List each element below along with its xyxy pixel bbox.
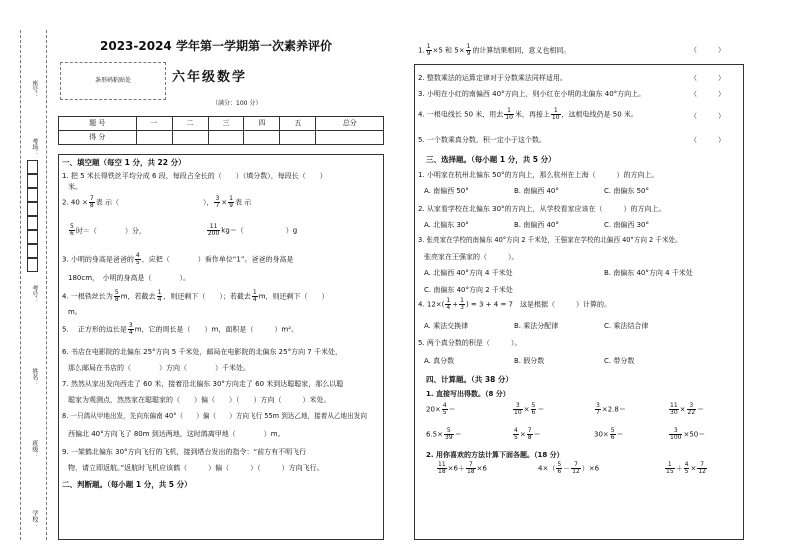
fraction: $\frac{4}{5}$ [514,427,518,441]
fraction: $\frac{3}{100}$ [670,427,682,441]
choice-4-opt-a[interactable]: A. 乘法交换律 [424,322,469,330]
grade-title: 六年级数学 [172,70,248,85]
barcode-label: 条形码粘贴处 [94,76,131,84]
fraction: $\frac{5}{6}$ [557,461,562,475]
binding-school-label: 学校： [30,510,38,528]
section-4-sub-2: 2. 用你喜欢的方法计算下面各题。（18 分） [426,451,564,459]
fraction: $\frac{1}{10}$ [551,107,560,121]
fraction: $\frac{4}{5}$ [135,252,140,266]
fraction: $\frac{11}{200}$ [207,223,220,237]
q1-line1: 1. 把 5 米长得铁丝平均分成 6 段，每段占全长的（ ）（填分数），每段长（ ） [62,172,327,180]
fraction: $\frac{1}{4}$ [446,297,451,311]
calc-r1-c1: 20× $\frac{4}{5}$ ＝ [426,402,456,416]
binding-seat-label: 座号： [30,80,38,98]
fraction: $\frac{5}{6}$ [610,427,615,441]
judge-2-answer[interactable]: （ ） [690,74,725,82]
judge-1-answer[interactable]: （ ） [690,46,725,54]
choice-1-opt-b[interactable]: B. 南偏西 40° [514,187,559,195]
score-table-header-row [59,117,384,131]
score-cell: 二 [172,117,208,131]
fraction: $\frac{3}{4}$ [128,322,133,336]
fraction: $\frac{3}{7}$ [596,402,600,416]
q8-line1: 8. 一只鸽从甲地出发，先向东偏南 40°（ ）偏（ ）方向飞行 55m 到达乙地，接着从乙地出发向 [62,412,367,420]
q2-line2: $\frac{5}{6}$ 时＝（ ）分， $\frac{11}{200}$ kg＝（ ）g [70,223,298,237]
choice-5-opt-a[interactable]: A. 真分数 [424,357,455,365]
q7-line1: 7. 然然从家出发向西走了 60 米，接着沿北偏东 30°方向走了 60 米到达聪聪家，那么以聪 [62,380,344,388]
fraction: $\frac{1}{15}$ [666,461,674,475]
score-cell: 总分 [316,117,384,131]
seat-box[interactable] [27,216,38,230]
seat-box[interactable] [27,244,38,258]
expr-3: $\frac{1}{15}$ ＋ $\frac{4}{5}$ × $\frac{7}{12}$ [666,461,706,475]
choice-2: 2. 从家看学校在北偏东 30°的方向上，从学校看家应该在（ ）的方向上。 [418,205,666,213]
calc-r1-c2: $\frac{3}{10}$ × $\frac{5}{6}$ ＝ [514,402,545,416]
choice-4: 4. 12×( $\frac{1}{4}$ + $\frac{1}{3}$ ) = 3 + 4 = 7 这是根据（ ）计算的。 [418,297,611,311]
fraction: $\frac{5}{6}$ [531,402,536,416]
fraction: $\frac{1}{4}$ [157,289,162,303]
seat-box[interactable] [27,202,38,216]
choice-2-opt-c[interactable]: C. 南偏西 30° [604,221,649,229]
score-cell: 一 [136,117,172,131]
score-input[interactable] [316,131,384,145]
fraction: $\frac{11}{18}$ [438,461,446,475]
binding-name-label: 姓名： [30,368,38,386]
section-4-sub-1: 1. 直接写出得数。（8 分） [426,390,510,398]
calc-r2-c1: 6.5× $\frac{5}{39}$ ＝ [426,427,462,441]
calc-r2-c2: $\frac{4}{5}$ × $\frac{7}{8}$ ＝ [514,427,541,441]
fraction: $\frac{4}{5}$ [442,402,447,416]
seat-box[interactable] [27,188,38,202]
q8-line2: 西偏北 40°方向飞了 80m 到达两地，这时鸽离甲地（ ）m。 [68,430,285,438]
fraction: $\frac{3}{10}$ [514,402,522,416]
judge-1: 1. $\frac{1}{9}$ ×5 和 5× $\frac{1}{9}$ 的计算结果相同，意义也相同。 [418,43,571,57]
q2-line1: 2. 40 × $\frac{7}{8}$ 表 示（ ）， $\frac{3}{7}$ × $\frac{1}{9}$ 表 示 [62,195,252,209]
expr-1: $\frac{11}{18}$ ×6＋ $\frac{7}{18}$ ×6 [438,461,487,475]
binding-exam-id-label: 考号： [30,285,38,303]
score-cell: 得 分 [59,131,137,145]
score-cell: 题 号 [59,117,137,131]
q4-line2: m。 [68,308,82,316]
score-table [58,116,384,145]
choice-3-line2: 张亮家在王强家的（ ）。 [424,253,519,261]
fraction: $\frac{1}{9}$ [466,43,471,57]
judge-3: 3. 小明在小红的南偏西 40°方向上，则小红在小明的北偏东 40°方向上。 [418,90,646,98]
binding-dashed-line-inner [46,30,47,540]
judge-5-answer[interactable]: （ ） [690,136,725,144]
choice-1-opt-a[interactable]: A. 南偏西 50° [424,187,469,195]
fraction: $\frac{1}{10}$ [505,107,513,121]
section-2-title: 二、判断题。（每小题 1 分，共 5 分） [62,480,192,489]
fraction: $\frac{1}{3}$ [460,297,464,311]
choice-3-opt-b[interactable]: B. 南偏东 40°方向 4 千米处 [604,269,693,277]
choice-2-opt-a[interactable]: A. 北偏东 30° [424,221,469,229]
judge-2: 2. 整数乘法的运算定律对于分数乘法同样适用。 [418,74,567,82]
judge-3-answer[interactable]: （ ） [690,90,725,98]
choice-3-line1: 3. 张亮家在学校的南偏东 40°方向 2 千米处，王强家在学校的北偏西 40°方向 2 千米处。 [418,236,682,244]
q5-line: 5. 正方形的边长是 $\frac{3}{4}$ m，它的周长是（ ）m，面积是（ ）m²。 [62,322,298,336]
binding-class-label: 班级： [30,440,38,458]
q7-line2: 聪家为观测点，然然家在聪聪家的（ ）偏（ ）（ ）方向（ ）米处。 [68,396,331,404]
q3-line2: 180cm， 小明的身高是（ ）。 [68,274,191,282]
score-input[interactable] [172,131,208,145]
score-cell: 三 [208,117,244,131]
barcode-area [60,62,166,100]
expr-2: 4×（ $\frac{5}{6}$ － $\frac{7}{12}$ ）×6 [538,461,600,475]
score-input[interactable] [136,131,172,145]
calc-r1-c3: $\frac{3}{7}$ ×2.8＝ [596,402,626,416]
score-input[interactable] [280,131,316,145]
judge-5: 5. 一个数乘真分数，积一定小于这个数。 [418,136,546,144]
fraction: $\frac{3}{22}$ [687,402,696,416]
fraction: $\frac{7}{12}$ [698,461,706,475]
seat-box[interactable] [27,230,38,244]
choice-3-opt-c[interactable]: C. 南偏东 40°方向 2 千米处 [424,286,513,294]
fraction: $\frac{7}{8}$ [527,427,532,441]
q3-line1: 3. 小明的身高是爸爸的 $\frac{4}{5}$ ，应把（ ）看作单位“1”。爸爸的身高是 [62,252,294,266]
section-1-title: 一、填空题（每空 1 分，共 22 分） [62,158,186,167]
choice-1-opt-c[interactable]: C. 南偏东 50° [604,187,649,195]
fraction: $\frac{1}{4}$ [252,289,257,303]
q4-line1: 4. 一根铁丝长为 $\frac{5}{8}$ m，若截去 $\frac{1}{4}$ ，则还剩下（ ）；若截去 $\frac{1}{4}$ m，则还剩下（ ） [62,289,329,303]
q9-line1: 9. 一架鹤北偏东 30°方向飞行的飞机，接到塔台发出的指令：“前方有不明飞行 [62,448,307,456]
q6-line2: 那么邮局在书店的（ ）方向（ ）千米处。 [68,364,250,372]
score-input[interactable] [244,131,280,145]
section-4-title: 四、计算题。（共 38 分） [426,375,513,384]
section-3-title: 三、选择题。（每小题 1 分，共 5 分） [426,155,556,164]
fraction: $\frac{11}{30}$ [670,402,678,416]
exam-title: 2023-2024 学年第一学期第一次素养评价 [100,39,332,53]
choice-2-opt-b[interactable]: B. 南偏西 40° [514,221,559,229]
seat-box[interactable] [27,174,38,188]
seat-box[interactable] [27,258,38,272]
score-table-score-row [59,131,384,145]
score-cell: 四 [244,117,280,131]
choice-4-opt-c[interactable]: C. 乘法结合律 [604,322,649,330]
fraction: $\frac{7}{18}$ [466,461,475,475]
choice-5: 5. 两个真分数的积是（ ）。 [418,339,522,347]
fraction: $\frac{4}{5}$ [684,461,689,475]
score-cell: 五 [280,117,316,131]
binding-exam-room-label: 考场： [30,138,38,156]
calc-r1-c4: $\frac{11}{30}$ × $\frac{3}{22}$ ＝ [670,402,705,416]
seat-box[interactable] [27,160,38,174]
q6-line1: 6. 书店在电影院的北偏东 25°方向 5 千米处，邮局在电影院的北偏东 25°方向 7 千米处， [62,348,342,356]
judge-4-answer[interactable]: （ ） [690,112,725,120]
fraction: $\frac{1}{9}$ [229,195,233,209]
choice-5-opt-c[interactable]: C. 带分数 [604,357,635,365]
judge-4: 4. 一根电线长 50 米，用去 $\frac{1}{10}$ 米，再接上 $\frac{1}{10}$ ，这根电线仍是 50 米。 [418,107,638,121]
fraction: $\frac{1}{9}$ [426,43,431,57]
full-marks: （满分：100 分） [212,100,262,107]
binding-dashed-line-outer [20,30,21,540]
choice-3-opt-a[interactable]: A. 北偏西 40°方向 4 千米处 [424,269,513,277]
calc-r2-c3: 30× $\frac{5}{6}$ ＝ [594,427,624,441]
q9-line2: 物，请立即返航。”返航时飞机应该鹤（ ）偏（ ）（ ）方向飞行。 [68,464,324,472]
choice-5-opt-b[interactable]: B. 假分数 [514,357,545,365]
fraction: $\frac{5}{39}$ [445,427,453,441]
fraction: $\frac{5}{8}$ [114,289,119,303]
q1-line2: 米。 [68,183,82,191]
fraction: $\frac{7}{8}$ [89,195,94,209]
fraction: $\frac{5}{6}$ [70,223,74,237]
choice-1: 1. 小明家在杭州北偏东 50°的方向上，那么杭州在上海（ ）的方向上。 [418,171,659,179]
fraction: $\frac{3}{7}$ [215,195,220,209]
choice-4-opt-b[interactable]: B. 乘法分配律 [514,322,559,330]
score-input[interactable] [208,131,244,145]
fraction: $\frac{7}{12}$ [572,461,580,475]
calc-r2-c4: $\frac{3}{100}$ ×50＝ [670,427,706,441]
